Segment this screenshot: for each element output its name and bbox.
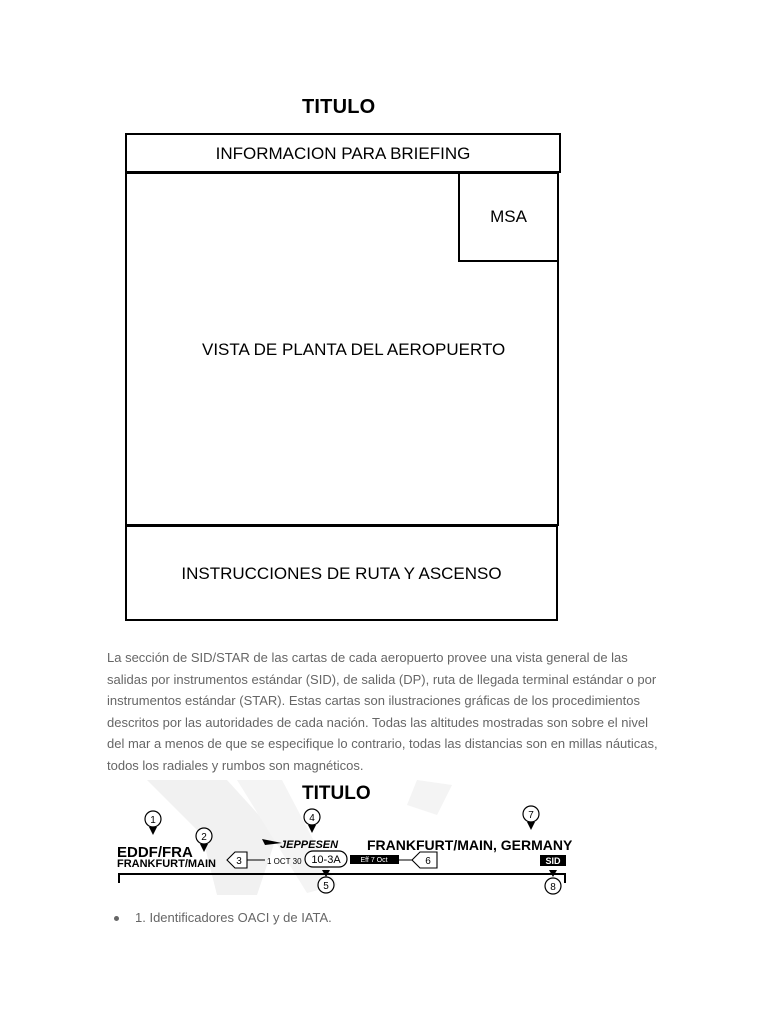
marker-3-label: 3 — [236, 856, 242, 867]
marker-6-label: 6 — [425, 856, 431, 867]
header-baseline — [119, 874, 565, 883]
effective-date: Eff 7 Oct — [360, 857, 388, 864]
marker-1 — [145, 811, 161, 835]
marker-1-label: 1 — [150, 815, 156, 826]
marker-5-label: 5 — [323, 881, 329, 892]
marker-8-label: 8 — [550, 882, 556, 893]
marker-6 — [399, 852, 437, 868]
route-label: INSTRUCCIONES DE RUTA Y ASCENSO — [181, 564, 502, 583]
background-shape — [407, 780, 452, 815]
route-box — [125, 525, 558, 621]
marker-2-label: 2 — [201, 832, 207, 843]
diagram-title: TITULO — [302, 96, 376, 118]
chart-type: SID — [545, 856, 561, 866]
briefing-box — [125, 133, 561, 173]
marker-7 — [523, 806, 539, 830]
plan-view-label: VISTA DE PLANTA DEL AEROPUERTO — [202, 340, 506, 359]
icao-iata-code: EDDF/FRA — [117, 844, 193, 861]
chart-index-label: 10-3A — [311, 854, 341, 866]
list-item: 1. Identificadores OACI y de IATA. — [107, 910, 332, 925]
marker-4-label: 4 — [309, 813, 315, 824]
legend-list — [107, 910, 332, 925]
chart-header-title: TITULO — [302, 783, 371, 804]
marker-7-label: 7 — [528, 810, 534, 821]
msa-box — [458, 172, 559, 262]
briefing-label: INFORMACION PARA BRIEFING — [215, 144, 471, 163]
revision-date: 1 OCT 30 — [267, 857, 302, 866]
location-label: FRANKFURT/MAIN, GERMANY — [367, 837, 572, 853]
jeppesen-header-image — [107, 775, 572, 900]
description-paragraph: La sección de SID/STAR de las cartas de cada aeropuerto provee una vista general de las salidas por instrumentos estándar (SID), de salida (DP), ruta de llegada terminal estándar o por instrumentos estándar (STAR). Estas cartas son ilustraciones gráficas de los procedimientos descritos por las autoridades de cada nación. Todas las altitudes mostradas son sobre el nivel del mar a menos de que se especifique lo contrario, todas las distancias son en millas náuticas, todos los radiales y rumbos son magnéticos. — [107, 650, 658, 773]
chart-index — [305, 851, 347, 867]
msa-label: MSA — [490, 207, 527, 226]
chart-type-badge — [540, 855, 566, 866]
jeppesen-brand: JEPPESEN — [280, 839, 339, 851]
effective-date-badge — [350, 855, 399, 864]
city-code: FRANKFURT/MAIN — [117, 858, 216, 870]
